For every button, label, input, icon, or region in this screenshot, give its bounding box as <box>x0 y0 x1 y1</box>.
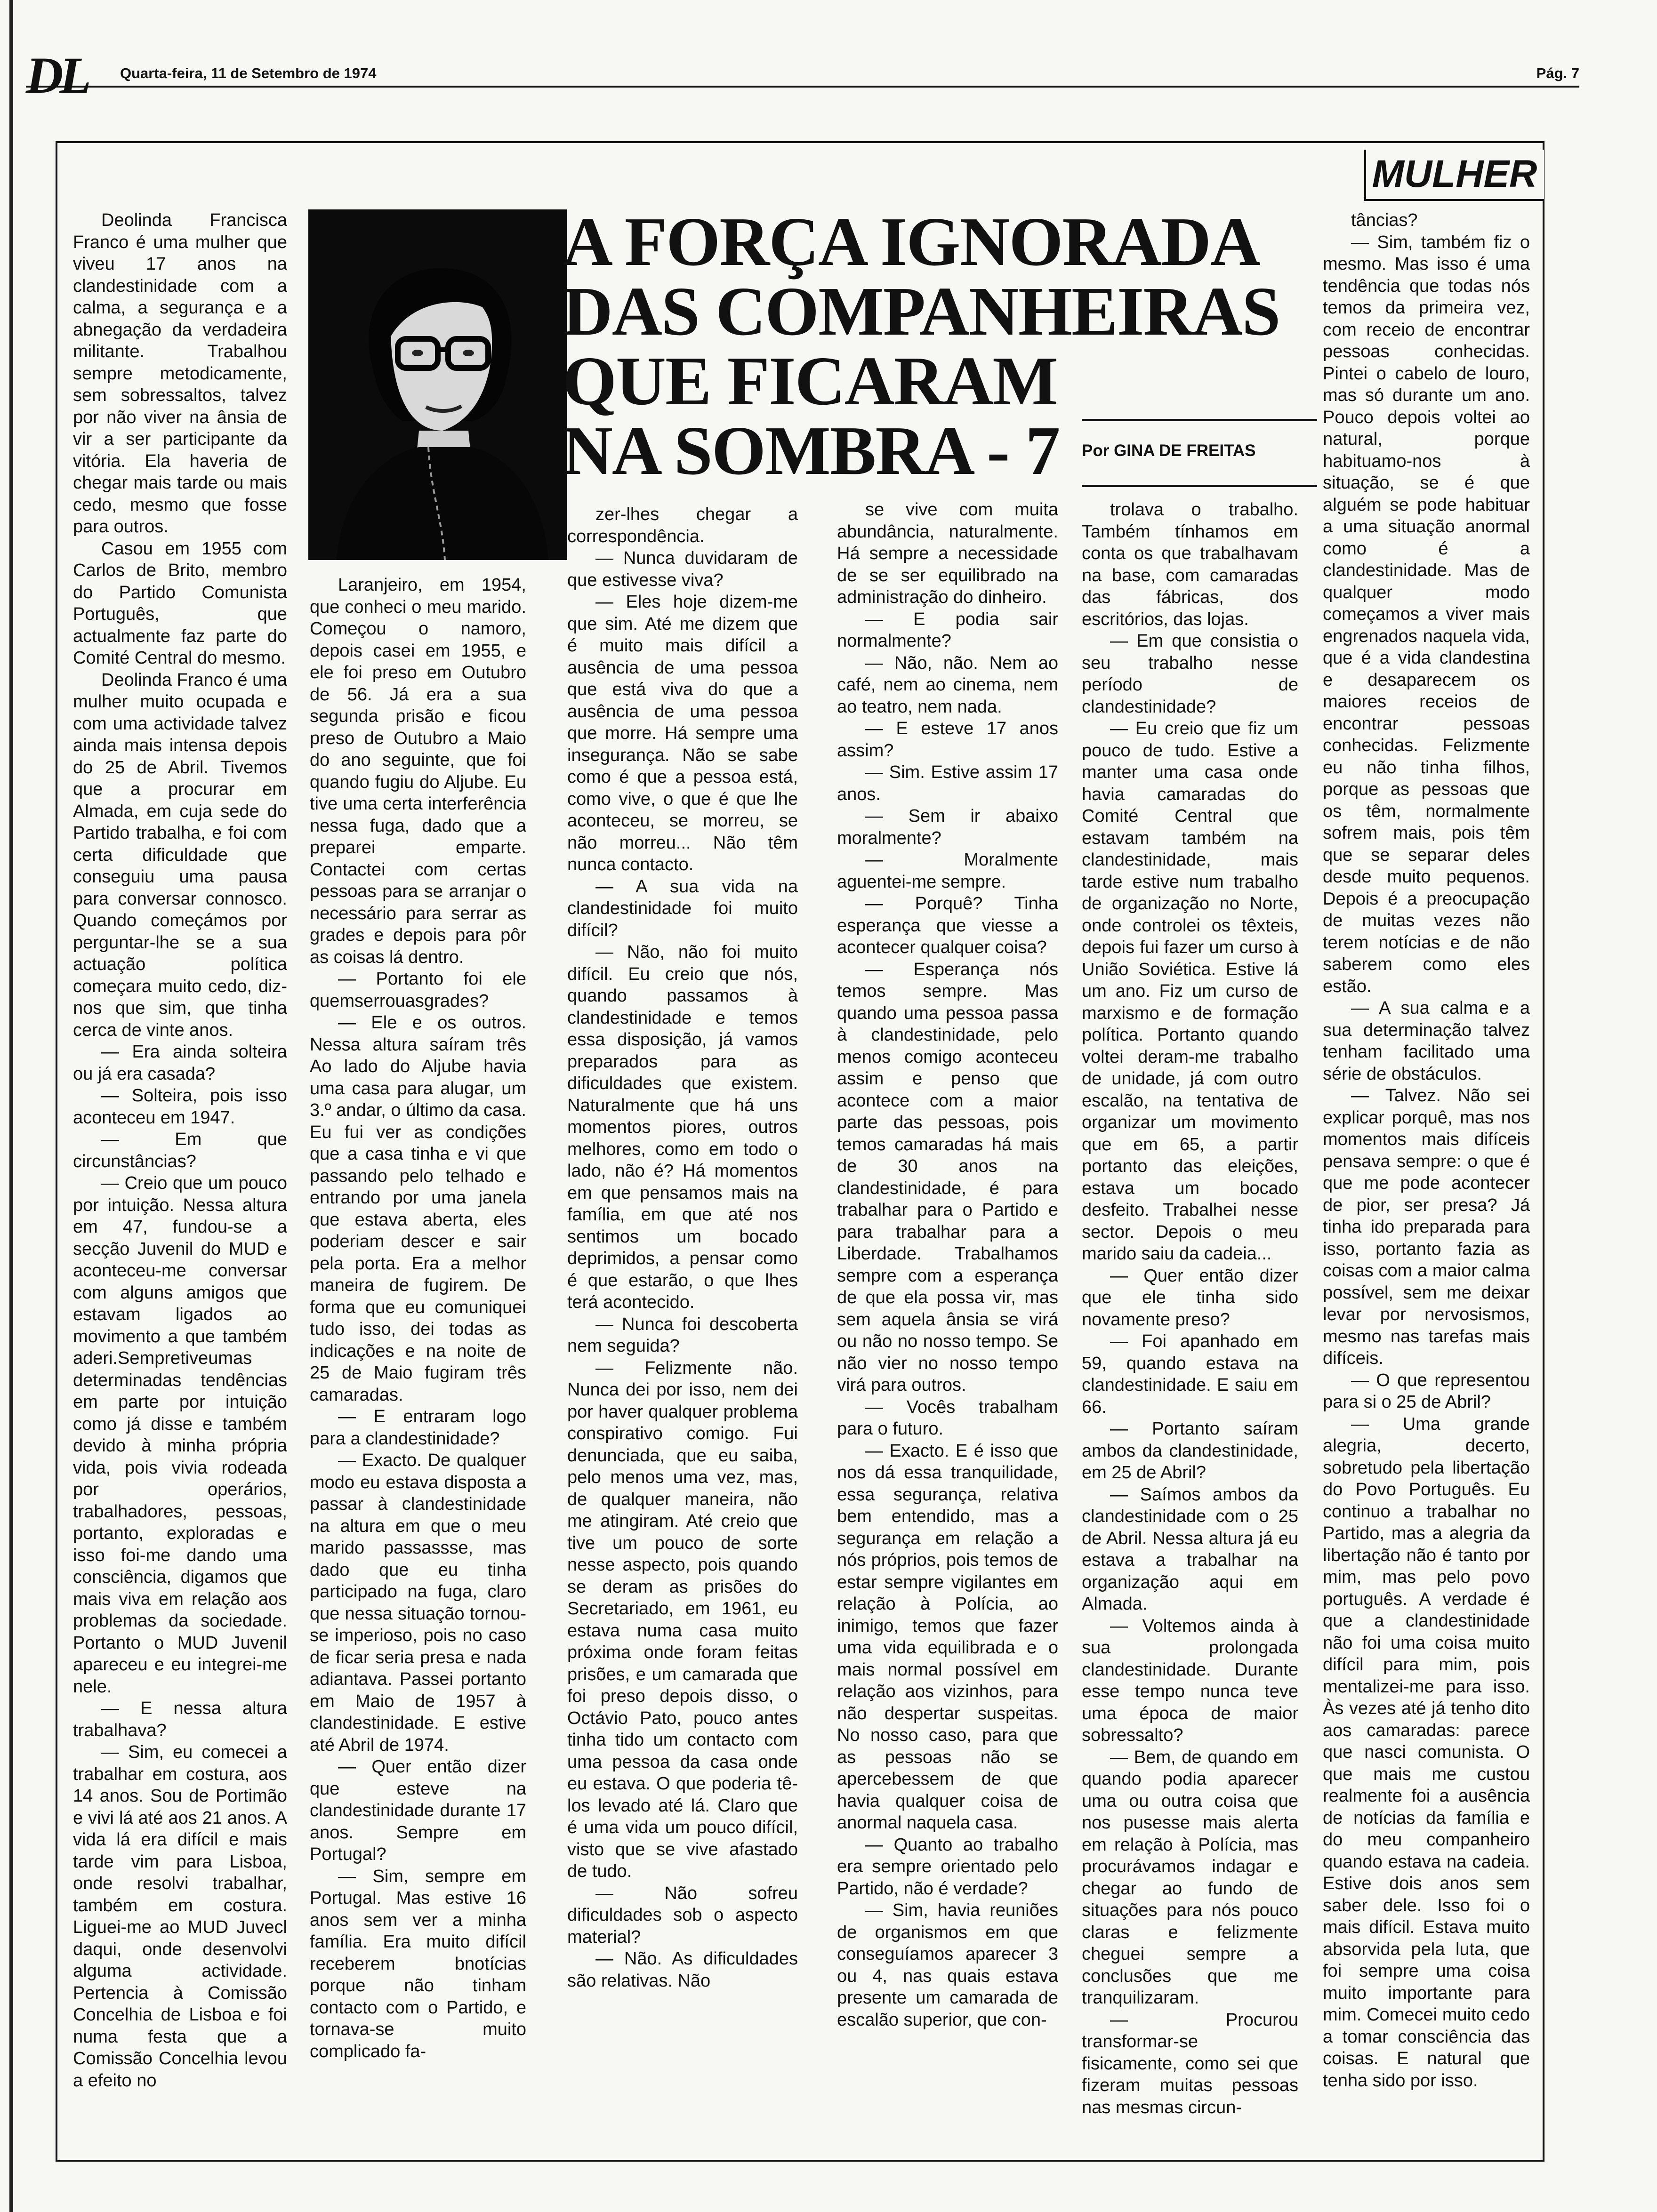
paragraph: — Quanto ao trabalho era sempre orientado pelo Partido, não é verdade? <box>837 1835 1058 1899</box>
paragraph: — Quer então dizer que ele tinha sido novamente preso? <box>1082 1266 1298 1330</box>
paragraph: — Saímos ambos da clandestinidade com o 25 de Abril. Nessa altura já eu estava a trabalhar na organização aqui em Almada. <box>1082 1484 1298 1614</box>
paragraph: — Não sofreu dificuldades sob o aspecto material? <box>567 1883 798 1947</box>
paragraph: — Felizmente não. Nunca dei por isso, nem dei por haver qualquer problema conspirativo comigo. Fui denunciada, que eu saiba, pelo menos uma vez, mas, de qualquer maneira, não me atingiram. Até creio que tive um pouco de sorte nesse aspecto, pois quando se deram as prisões do Secretariado, em 1961, eu estava numa casa muito próxima onde foram feitas prisões, e um camarada que foi preso depois disso, o Octávio Pato, pouco antes tinha tido um contacto com uma pessoa da casa onde eu estava. O que poderia tê-los levado até lá. Claro que é uma vida um pouco difícil, visto que se vive afastado de tudo. <box>567 1358 798 1881</box>
paragraph: — Em que consistia o seu trabalho nesse período de clandestinidade? <box>1082 631 1298 717</box>
headline-line-1: A FORÇA IGNORADA <box>563 203 1260 281</box>
article-column-1 <box>73 209 287 2092</box>
paragraph: — Talvez. Não sei explicar porquê, mas nos momentos mais difíceis pensava sempre: o que é que me pode acontecer de pior, ser presa? Já tinha ido preparada para isso, portanto fazia as coisas com a maior calma possível, sem me deixar levar por nervosismos, mesmo nas tarefas mais difíceis. <box>1323 1086 1530 1368</box>
paragraph: zer-lhes chegar a correspondência. <box>567 505 798 546</box>
paragraph: — E entraram logo para a clandestinidade? <box>310 1407 526 1449</box>
paragraph: se vive com muita abundância, naturalmente. Há sempre a necessidade de se ser equilibrado na administração do dinheiro. <box>837 500 1058 607</box>
paragraph: — Voltemos ainda à sua prolongada clandestinidade. Durante esse tempo nunca teve uma época de maior sobressalto? <box>1082 1616 1298 1745</box>
paragraph: — Vocês trabalham para o futuro. <box>837 1397 1058 1439</box>
headline-line-3: QUE FICARAM <box>563 343 1057 420</box>
paragraph: — Sim, sempre em Portugal. Mas estive 16 anos sem ver a minha família. Era muito difícil receberem bnotícias porque não tinham contacto com o Partido, e tornava-se muito complicado fa- <box>310 1866 526 2061</box>
paragraph: — Quer então dizer que esteve na clandestinidade durante 17 anos. Sempre em Portugal? <box>310 1757 526 1864</box>
paragraph: — E podia sair normalmente? <box>837 609 1058 651</box>
headline-line-4: NA SOMBRA - 7 <box>563 412 1060 489</box>
page-edge <box>9 0 13 2212</box>
header-rule <box>26 86 1579 88</box>
paragraph: — Não, não foi muito difícil. Eu creio que nós, quando passamos à clandestinidade e temos essa disposição, já vamos preparados para as dificuldades que existem. Naturalmente que há uns momentos piores, outros melhores, como em todo o lado, não é? Há momentos em que pensamos mais na família, em que até nos sentimos um bocado deprimidos, a pensar como é que estarão, o que lhes terá acontecido. <box>567 942 798 1312</box>
paragraph: — Eles hoje dizem-me que sim. Até me dizem que é muito mais difícil a ausência de uma pessoa que está viva do que a ausência de uma pessoa que morre. Há sempre uma insegurança. Não se sabe como é que a pessoa está, como vive, o que é que lhe aconteceu, se morreu, se não morreu... Não têm nunca contacto. <box>567 592 798 874</box>
paragraph: — Não. As dificuldades são relativas. Não <box>567 1949 798 1991</box>
byline-rule-bottom <box>1082 485 1317 487</box>
paragraph: tâncias? <box>1351 210 1418 230</box>
paragraph: Deolinda Franco é uma mulher muito ocupada e com uma actividade talvez ainda mais intensa depois do 25 de Abril. Tivemos que a procurar em Almada, em cuja sede do Partido trabalha, e foi com certa dificuldade que conseguiu uma pausa para conversar connosco. Quando começámos por perguntar-lhe se a sua actuação política começara muito cedo, diz-nos que sim, que tinha cerca de vinte anos. <box>73 670 287 1040</box>
byline-rule-top <box>1082 419 1317 421</box>
paragraph: — Sim. Estive assim 17 anos. <box>837 762 1058 804</box>
paragraph: — Em que circunstâncias? <box>73 1130 287 1171</box>
issue-date: Quarta-feira, 11 de Setembro de 1974 <box>120 65 377 81</box>
paragraph: — Ele e os outros. Nessa altura saíram três Ao lado do Aljube havia uma casa para alugar, um 3.º andar, o último da casa. Eu fui ver as condições que a casa tinha e vi que passando pelo telhado e entrando por uma janela que estava aberta, eles poderiam descer e sair pela porta. Era a melhor maneira de fugirem. De forma que eu comuniquei tudo isso, dei todas as indicações e na noite de 25 de Maio fugiram três camaradas. <box>310 1013 526 1405</box>
paragraph: — Nunca duvidaram de que estivesse viva? <box>567 548 798 590</box>
article-column-6 <box>1323 209 1530 2092</box>
paragraph: — E nessa altura trabalhava? <box>73 1699 287 1740</box>
headline-line-2: DAS COMPANHEIRAS <box>563 273 1280 350</box>
paragraph: — Portanto saíram ambos da clandestinidade, em 25 de Abril? <box>1082 1419 1298 1483</box>
byline: Por GINA DE FREITAS <box>1082 441 1256 460</box>
paragraph: — Eu creio que fiz um pouco de tudo. Estive a manter uma casa onde havia camaradas do Comité Central que estavam também na clandestinidade, mais tarde estive num trabalho de organização no Norte, onde controlei os têxteis, depois fui fazer um curso à União Soviética. Estive lá um ano. Fiz um curso de marxismo e de formação política. Portanto quando voltei deram-me trabalho de unidade, já com outro escalão, na tentativa de organizar um movimento que em 65, a partir portanto das eleições, estava um bocado desfeito. Trabalhei nesse sector. Depois o meu marido saiu da cadeia... <box>1082 719 1298 1264</box>
page-header <box>26 47 1579 104</box>
paragraph: — Sim, eu comecei a trabalhar em costura, aos 14 anos. Sou de Portimão e vivi lá até aos 21 anos. A vida lá era difícil e mais tarde vim para Lisboa, onde resolvi trabalhar, também em costura. Liguei-me ao MUD Juvecl daqui, onde desenvolvi alguma actividade. Pertencia à Comissão Concelhia de Lisboa e foi numa festa que a Comissão Concelhia levou a efeito no <box>73 1742 287 2091</box>
paragraph: — A sua calma e a sua determinação talvez tenham facilitado uma série de obstáculos. <box>1323 998 1530 1084</box>
paragraph: Deolinda Francisca Franco é uma mulher que viveu 17 anos na clandestinidade com a calma, a segurança e a abnegação da verdadeira militante. Trabalhou sempre metodicamente, sem sobressaltos, talvez por não viver na ânsia de vir a ser participante da vitória. Ela haveria de chegar mais tarde ou mais cedo, mesmo que fosse para outros. <box>73 210 287 537</box>
portrait-photo <box>308 209 567 560</box>
paragraph: — Nunca foi descoberta nem seguida? <box>567 1314 798 1356</box>
paragraph: — E esteve 17 anos assim? <box>837 719 1058 761</box>
paragraph: — Moralmente aguentei-me sempre. <box>837 850 1058 892</box>
paragraph: — Solteira, pois isso aconteceu em 1947. <box>73 1086 287 1128</box>
paragraph: — Sim, também fiz o mesmo. Mas isso é uma tendência que todas nós temos da primeira vez, com receio de encontrar pessoas conhecidas. Pintei o cabelo de louro, mas só durante um ano. Pouco depois voltei ao natural, porque habituamo-nos à situação, se é que alguém se pode habituar a uma situação anormal como é a clandestinidade. Mas de qualquer modo começamos a viver mais engrenados naquela vida, que é a vida clandestina e desaparecem os maiores receios de encontrar pessoas conhecidas. Felizmente eu não tinha filhos, porque as pessoas que os têm, normalmente sofrem mais, pois têm que se separar deles desde muito pequenos. Depois é a preocupação de muitas vezes não terem notícias e de não saberem como eles estão. <box>1323 232 1530 996</box>
paragraph: — Foi apanhado em 59, quando estava na clandestinidade. E saiu em 66. <box>1082 1331 1298 1417</box>
article-column-4 <box>837 499 1058 2031</box>
paragraph: — Uma grande alegria, decerto, sobretudo pela libertação do Povo Português. Eu continuo a trabalhar no Partido, mas a alegria da libertação não é tanto por mim, mas pelo povo português. A verdade é que a clandestinidade não foi uma coisa muito difícil para mim, pois mentalizei-me para isso. Às vezes até já tenho dito aos camaradas: parece que nasci comunista. O que mais me custou realmente foi a ausência de notícias da família e do meu companheiro quando estava na cadeia. Estive dois anos sem saber dele. Isso foi o mais difícil. Estava muito absorvida pela luta, que foi sempre uma coisa muito importante para mim. Comecei muito cedo a tomar consciência das coisas. E natural que tenha sido por isso. <box>1323 1414 1530 2091</box>
article-column-2 <box>310 574 526 2062</box>
paragraph: — Bem, de quando em quando podia aparecer uma ou outra coisa que nos pusesse mais alerta em relação à Polícia, mas procurávamos indagar e chegar ao fundo de situações para nós pouco claras e felizmente cheguei sempre a conclusões que me tranquilizaram. <box>1082 1747 1298 2008</box>
paragraph: — Portanto foi ele quemserrouasgrades? <box>310 969 526 1011</box>
paragraph: — Creio que um pouco por intuição. Nessa altura em 47, fundou-se a secção Juvenil do MUD e aconteceu-me conversar com alguns amigos que estavam ligados ao movimento a que também aderi.Sempretiveumas determinadas tendências em parte por intuição como já disse e também devido à minha própria vida, pois vivia rodeada por operários, trabalhadores, pessoas, portanto, exploradas e isso foi-me dando uma consciência, digamos que mais viva em relação aos problemas da sociedade. Portanto o MUD Juvenil apareceu e eu integrei-me nele. <box>73 1173 287 1697</box>
paragraph: Laranjeiro, em 1954, que conheci o meu marido. Começou o namoro, depois casei em 1955, e ele foi preso em Outubro de 56. Já era a sua segunda prisão e ficou preso de Outubro a Maio do ano seguinte, que foi quando fugiu do Aljube. Eu tive uma certa interferência nessa fuga, dado que a preparei emparte. Contactei com certas pessoas para se arranjar o necessário para serrar as grades e depois para pôr as coisas lá dentro. <box>310 575 526 967</box>
paragraph: trolava o trabalho. Também tínhamos em conta os que trabalhavam na base, com camaradas das fábricas, dos escritórios, das lojas. <box>1082 500 1298 629</box>
paragraph: — O que representou para si o 25 de Abril? <box>1323 1370 1530 1412</box>
paragraph: — Exacto. De qualquer modo eu estava disposta a passar à clandestinidade na altura em que o meu marido passassse, mas dado que eu tinha participado na fuga, claro que nessa situação tornou-se imperioso, pois no caso de ficar seria presa e nada adiantava. Passei portanto em Maio de 1957 à clandestinidade. E estive até Abril de 1974. <box>310 1451 526 1755</box>
paragraph: — Não, não. Nem ao café, nem ao cinema, nem ao teatro, nem nada. <box>837 653 1058 717</box>
newspaper-logo: DL <box>26 47 88 104</box>
article-column-5 <box>1082 499 1298 2118</box>
paragraph: — Exacto. E é isso que nos dá essa tranquilidade, essa segurança, relativa bem entendido, mas a segurança em relação a nós próprios, pois temos de estar sempre vigilantes em relação à Polícia, ao inimigo, temos que fazer uma vida equilibrada e o mais normal possível em relação aos vizinhos, para não despertar suspeitas. No nosso caso, para que as pessoas não se apercebessem de que havia qualquer coisa de anormal naquela casa. <box>837 1441 1058 1833</box>
paragraph: — Era ainda solteira ou já era casada? <box>73 1042 287 1084</box>
paragraph: — Sim, havia reuniões de organismos em que conseguíamos aparecer 3 ou 4, nas quais estava presente um camarada de escalão superior, que con- <box>837 1900 1058 2030</box>
paragraph: — Porquê? Tinha esperança que viesse a acontecer qualquer coisa? <box>837 894 1058 957</box>
portrait-image <box>308 209 567 560</box>
paragraph: — Sem ir abaixo moralmente? <box>837 806 1058 848</box>
article-column-3 <box>567 504 798 1992</box>
paragraph: Casou em 1955 com Carlos de Brito, membro do Partido Comunista Português, que actualmente faz parte do Comité Central do mesmo. <box>73 538 287 668</box>
paragraph: — Esperança nós temos sempre. Mas quando uma pessoa passa à clandestinidade, pelo menos comigo aconteceu assim e penso que acontece com a maior parte das pessoas, pois temos camaradas há mais de 30 anos na clandestinidade, é para trabalhar para o Partido e para trabalhar para a Liberdade. Trabalhamos sempre com a esperança de que ela possa vir, mas sem aquela ânsia se virá ou não no nosso tempo. Se não vier no nosso tempo virá para outros. <box>837 959 1058 1395</box>
paragraph: — A sua vida na clandestinidade foi muito difícil? <box>567 876 798 940</box>
section-label: MULHER <box>1372 152 1537 195</box>
page-number: Pág. 7 <box>1536 65 1579 81</box>
paragraph: — Procurou transformar-se fisicamente, como sei que fizeram muitas pessoas nas mesmas circun- <box>1082 2010 1298 2117</box>
